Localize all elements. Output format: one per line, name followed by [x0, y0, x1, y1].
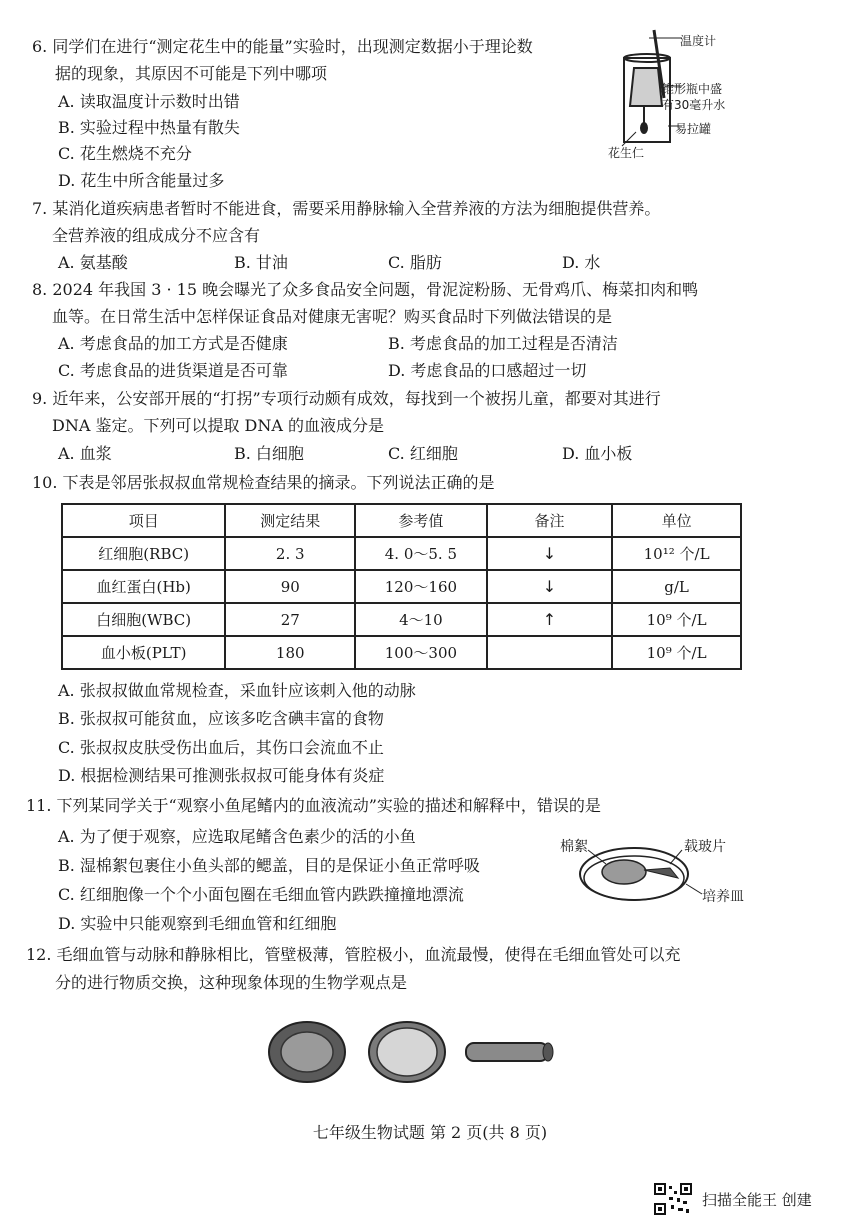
- cell-unit: 10⁹ 个/L: [612, 636, 741, 669]
- cell-reference: 120～160: [355, 570, 487, 603]
- cell-result: 2. 3: [225, 537, 355, 570]
- blood-test-table: [61, 503, 742, 670]
- cell-item: 白细胞(WBC): [62, 603, 225, 636]
- q11-option-c: C. 红细胞像一个个小面包圈在毛细血管内跌跌撞撞地漂流: [58, 885, 464, 904]
- page-footer: 七年级生物试题 第 2 页(共 8 页): [312, 1123, 548, 1142]
- col-header-item: 项目: [62, 504, 225, 537]
- q11-option-a: A. 为了便于观察，应选取尾鳍含色素少的活的小鱼: [58, 827, 416, 846]
- q7-option-c: C. 脂肪: [388, 253, 442, 272]
- cell-reference: 100～300: [355, 636, 487, 669]
- q8-line2: 血等。在日常生活中怎样保证食品对健康无害呢？购买食品时下列做法错误的是: [52, 307, 613, 326]
- scanner-watermark: 扫描全能王 创建: [702, 1191, 812, 1209]
- label-flask: 锥形瓶中盛: [662, 82, 723, 96]
- q8-line1: 8. 2024 年我国 3 · 15 晚会曝光了众多食品安全问题，骨泥淀粉肠、无骨鸡爪、梅菜扣肉和鸭: [32, 280, 699, 299]
- q9-option-b: B. 白细胞: [234, 444, 304, 463]
- q9-option-a: A. 血浆: [58, 444, 112, 463]
- q9-option-c: C. 红细胞: [388, 444, 458, 463]
- table-row: [62, 636, 741, 669]
- table-header-row: [62, 504, 741, 537]
- q7-option-a: A. 氨基酸: [58, 253, 128, 272]
- qr-code-icon: [654, 1183, 692, 1215]
- blood-vessels-diagram: [262, 1015, 562, 1090]
- q8-option-d: D. 考虑食品的口感超过一切: [388, 361, 587, 380]
- q12-line1: 12. 毛细血管与动脉和静脉相比，管壁极薄，管腔极小，血流最慢，使得在毛细血管处可以充: [26, 945, 681, 964]
- col-header-reference: 参考值: [355, 504, 487, 537]
- label-peanut: 花生仁: [608, 146, 645, 160]
- cell-note: [487, 636, 612, 669]
- q7-line2: 全营养液的组成成分不应含有: [52, 226, 261, 245]
- q9-line2: DNA 鉴定。下列可以提取 DNA 的血液成分是: [52, 416, 385, 435]
- q10-line1: 10. 下表是邻居张叔叔血常规检查结果的摘录。下列说法正确的是: [32, 473, 495, 492]
- table-row: [62, 570, 741, 603]
- q10-option-b: B. 张叔叔可能贫血，应该多吃含碘丰富的食物: [58, 709, 384, 728]
- q9-option-d: D. 血小板: [562, 444, 633, 463]
- q6-option-c: C. 花生燃烧不充分: [58, 144, 192, 163]
- cell-reference: 4～10: [355, 603, 487, 636]
- q10-option-c: C. 张叔叔皮肤受伤出血后，其伤口会流血不止: [58, 738, 384, 757]
- label-thermometer: 温度计: [680, 34, 717, 48]
- q10-option-d: D. 根据检测结果可推测张叔叔可能身体有炎症: [58, 766, 385, 785]
- q11-option-b: B. 湿棉絮包裹住小鱼头部的鳃盖，目的是保证小鱼正常呼吸: [58, 856, 480, 875]
- q6-line2: 据的现象，其原因不可能是下列中哪项: [55, 64, 328, 83]
- q7-option-d: D. 水: [562, 253, 601, 272]
- col-header-unit: 单位: [612, 504, 741, 537]
- cell-result: 27: [225, 603, 355, 636]
- q11-line1: 11. 下列某同学关于“观察小鱼尾鳍内的血液流动”实验的描述和解释中，错误的是: [26, 796, 601, 815]
- q8-option-b: B. 考虑食品的加工过程是否清洁: [388, 334, 618, 353]
- label-can: 易拉罐: [675, 122, 712, 136]
- cell-unit: 10¹² 个/L: [612, 537, 741, 570]
- q9-line1: 9. 近年来，公安部开展的“打拐”专项行动颇有成效，每找到一个被拐儿童，都要对其进行: [32, 389, 661, 408]
- q7-line1: 7. 某消化道疾病患者暂时不能进食，需要采用静脉输入全营养液的方法为细胞提供营养。: [32, 199, 661, 218]
- down-arrow-icon: ↓: [487, 537, 612, 570]
- cell-reference: 4. 0～5. 5: [355, 537, 487, 570]
- cell-item: 红细胞(RBC): [62, 537, 225, 570]
- q12-line2: 分的进行物质交换，这种现象体现的生物学观点是: [55, 973, 408, 992]
- cell-result: 90: [225, 570, 355, 603]
- q6-option-a: A. 读取温度计示数时出错: [58, 92, 240, 111]
- cell-item: 血小板(PLT): [62, 636, 225, 669]
- col-header-result: 测定结果: [225, 504, 355, 537]
- down-arrow-icon: ↓: [487, 570, 612, 603]
- up-arrow-icon: ↑: [487, 603, 612, 636]
- cell-unit: 10⁹ 个/L: [612, 603, 741, 636]
- q8-option-a: A. 考虑食品的加工方式是否健康: [58, 334, 288, 353]
- cell-result: 180: [225, 636, 355, 669]
- q6-option-b: B. 实验过程中热量有散失: [58, 118, 240, 137]
- q8-option-c: C. 考虑食品的进货渠道是否可靠: [58, 361, 288, 380]
- label-slide: 载玻片: [684, 839, 726, 855]
- q10-option-a: A. 张叔叔做血常规检查，采血针应该刺入他的动脉: [58, 681, 416, 700]
- q11-option-d: D. 实验中只能观察到毛细血管和红细胞: [58, 914, 337, 933]
- q6-option-d: D. 花生中所含能量过多: [58, 171, 225, 190]
- q7-option-b: B. 甘油: [234, 253, 288, 272]
- cell-unit: g/L: [612, 570, 741, 603]
- label-cotton: 棉絮: [560, 839, 588, 855]
- col-header-note: 备注: [487, 504, 612, 537]
- label-water: 有30毫升水: [662, 98, 726, 112]
- label-petri-dish: 培养皿: [702, 889, 744, 905]
- q6-line1: 6. 同学们在进行“测定花生中的能量”实验时，出现测定数据小于理论数: [32, 37, 533, 56]
- table-row: [62, 537, 741, 570]
- cell-item: 血红蛋白(Hb): [62, 570, 225, 603]
- table-row: [62, 603, 741, 636]
